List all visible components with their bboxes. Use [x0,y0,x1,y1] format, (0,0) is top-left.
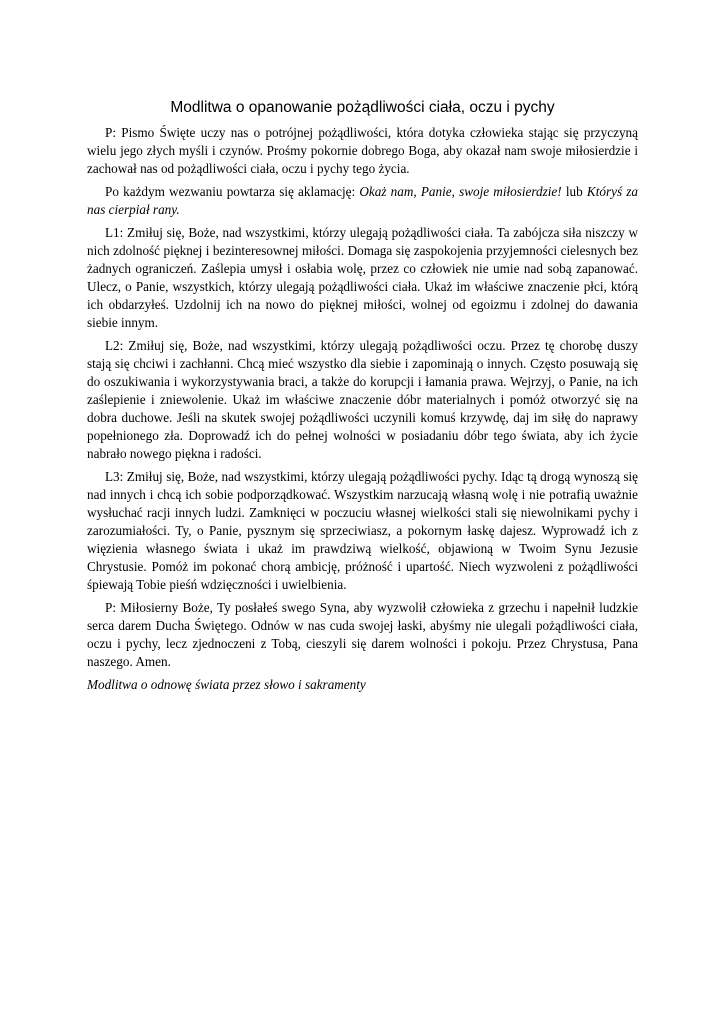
next-prayer-title: Modlitwa o odnowę świata przez słowo i sakramenty [87,677,366,692]
invocation-paragraph-l1: L1: Zmiłuj się, Boże, nad wszystkimi, którzy ulegają pożądliwości ciała. Ta zabójcza siła niszczy w nich zdolność pięknej i bezinteresownej miłości. Domaga się zaspokojenia przyjemności cielesnych bez żadnych ograniczeń. Zaślepia umysł i osłabia wolę, przez co człowiek nie umie nad sobą zapanować. Ulecz, o Panie, wszystkich, którzy ulegają pożądliwości ciała. Ukaż im właściwe znaczenie płci, którą ich obdarzyłeś. Uzdolnij ich na nowo do pięknej miłości, wolnej od egoizmu i zdolnej do dawania siebie innym. [87,225,638,330]
closing-prayer-paragraph: P: Miłosierny Boże, Ty posłałeś swego Syna, aby wyzwolił człowieka z grzechu i napełnił ludzkie serca darem Ducha Świętego. Odnów w nas cuda swojej łaski, abyśmy nie ulegali pożądliwości ciała, oczu i pychy, lecz zjednoczeni z Tobą, cieszyli się darem wolności i pokoju. Przez Chrystusa, Pana naszego. Amen. [87,600,638,669]
intro-paragraph: P: Pismo Święte uczy nas o potrójnej pożądliwości, która dotyka człowieka stając się przyczyną wielu jego złych myśli i czynów. Prośmy pokornie dobrego Boga, aby okazał nam swoje miłosierdzie i zachował nas od pożądliwości ciała, oczu i pychy tego życia. [87,125,638,176]
acclamation-prefix: Po każdym wezwaniu powtarza się aklamację: [105,184,360,199]
acclamation-connector: lub [561,184,587,199]
invocation-paragraph-l3: L3: Zmiłuj się, Boże, nad wszystkimi, którzy ulegają pożądliwości pychy. Idąc tą drogą wynoszą się nad innych i chcą ich sobie podporządkować. Wszystkim narzucają własną wolę i nie potrafią uważnie wysłuchać racji innych ludzi. Zamknięci w poczuciu własnej wielkości stali się niewolnikami pychy i zarozumiałości. Ty, o Panie, pysznym się sprzeciwiasz, a pokornym łaskę dajesz. Wyprowadź ich z więzienia własnego świata i ukaż im prawdziwą wielkość, objawioną w Twoim Synu Jezusie Chrystusie. Pomóż im pokonać chorą ambicję, próżność i upartość. Niech wyzwoleni z pożądliwości śpiewają Tobie pieśń wdzięczności i uwielbienia. [87,469,638,592]
acclamation-option-1: Okaż nam, Panie, swoje miłosierdzie! [359,184,562,199]
acclamation-paragraph [87,183,638,219]
document-title: Modlitwa o opanowanie pożądliwości ciała, oczu i pychy [170,99,555,116]
acclamation-option-2: Któryś za nas cierpiał rany. [87,184,638,217]
invocation-paragraph-l2: L2: Zmiłuj się, Boże, nad wszystkimi, którzy ulegają pożądliwości oczu. Przez tę chorobę duszy stają się chciwi i zachłanni. Chcą mieć wszystko dla siebie i zapominają o innych. Często posuwają się do oszukiwania i wykorzystywania braci, a także do korupcji i łamania prawa. Wejrzyj, o Panie, na ich zaślepienie i zniewolenie. Ukaż im właściwe znaczenie dóbr materialnych i pomóż otworzyć się na dobra duchowe. Jeśli na skutek swojej pożądliwości uczynili komuś krzywdę, daj im siłę do naprawy popełnionego zła. Doprowadź ich do pełnej wolności w posiadaniu dóbr tego świata, aby ich życie nabrało nowego piękna i radości. [87,338,638,461]
document-page [87,98,638,699]
